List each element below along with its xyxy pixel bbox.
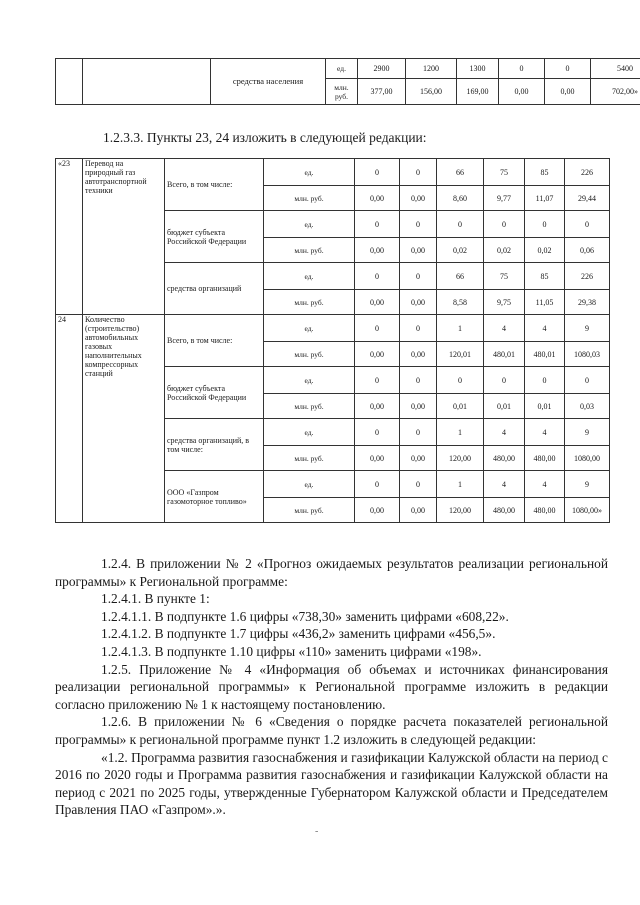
value-cell: 0 — [355, 315, 400, 342]
value-cell: 0,00 — [355, 498, 400, 523]
value-cell: 8,58 — [437, 290, 484, 315]
value-cell: 0,00 — [355, 394, 400, 419]
value-cell: 120,00 — [437, 498, 484, 523]
value-cell: 8,60 — [437, 186, 484, 211]
value-cell: 29,38 — [565, 290, 610, 315]
value-cell: 0,02 — [484, 238, 525, 263]
unit-cell: ед. — [264, 211, 355, 238]
value-cell: 0,02 — [437, 238, 484, 263]
num-cell — [56, 59, 83, 105]
value-cell: 377,00 — [358, 79, 406, 105]
value-cell: 0 — [545, 59, 591, 79]
unit-cell: ед. — [264, 471, 355, 498]
value-cell: 4 — [484, 315, 525, 342]
value-cell: 66 — [437, 159, 484, 186]
value-cell: 480,00 — [525, 498, 565, 523]
value-cell: 9 — [565, 315, 610, 342]
funding-source: ООО «Газпром газомоторное топливо» — [165, 471, 264, 523]
paragraph-1-2-5: 1.2.5. Приложение № 4 «Информация об объемах и источниках финансирования реализации региональной программы» к Региональной программе изложить в редакции согласно приложению № 1 к настоящему постановлению. — [55, 661, 608, 712]
value-cell: 1080,00 — [565, 446, 610, 471]
paragraph-1-2-4-1: 1.2.4.1. В пункте 1: — [101, 591, 210, 607]
funding-source: средства организаций, в том числе: — [165, 419, 264, 471]
value-cell: 480,00 — [484, 446, 525, 471]
table-row — [56, 315, 610, 342]
value-cell: 0,01 — [484, 394, 525, 419]
unit-cell: млн. руб. — [326, 79, 358, 105]
unit-cell: ед. — [326, 59, 358, 79]
value-cell: 702,00» — [591, 79, 640, 105]
value-cell: 1 — [437, 471, 484, 498]
value-cell: 0 — [525, 211, 565, 238]
value-cell: 0,00 — [400, 238, 437, 263]
value-cell: 0,06 — [565, 238, 610, 263]
value-cell: 0,00 — [400, 498, 437, 523]
value-cell: 4 — [484, 471, 525, 498]
unit-cell: млн. руб. — [264, 342, 355, 367]
source-cell: средства населения — [211, 59, 326, 105]
value-cell: 1080,00» — [565, 498, 610, 523]
paragraph-1-2-4-1-1: 1.2.4.1.1. В подпункте 1.6 цифры «738,30» заменить цифрами «608,22». — [101, 608, 509, 624]
value-cell: 0 — [355, 159, 400, 186]
value-cell: 0 — [499, 59, 545, 79]
funding-source: бюджет субъекта Российской Федерации — [165, 367, 264, 419]
unit-cell: млн. руб. — [264, 186, 355, 211]
table-row — [56, 59, 640, 79]
value-cell: 226 — [565, 159, 610, 186]
value-cell: 4 — [525, 315, 565, 342]
value-cell: 0 — [484, 211, 525, 238]
value-cell: 480,00 — [484, 498, 525, 523]
value-cell: 0 — [565, 367, 610, 394]
value-cell: 0 — [355, 419, 400, 446]
unit-cell: млн. руб. — [264, 238, 355, 263]
value-cell: 0,00 — [355, 342, 400, 367]
unit-cell: млн. руб. — [264, 498, 355, 523]
value-cell: 75 — [484, 263, 525, 290]
table-items-23-24 — [55, 158, 610, 523]
value-cell: 9 — [565, 471, 610, 498]
value-cell: 9 — [565, 419, 610, 446]
paragraph-1-2-4: 1.2.4. В приложении № 2 «Прогноз ожидаемых результатов реализации региональной программы» к Региональной программе: — [55, 556, 608, 589]
funding-source: Всего, в том числе: — [165, 315, 264, 367]
value-cell: 0,01 — [525, 394, 565, 419]
value-cell: 4 — [525, 419, 565, 446]
value-cell: 0 — [355, 471, 400, 498]
value-cell: 480,01 — [484, 342, 525, 367]
value-cell: 0 — [400, 419, 437, 446]
value-cell: 0,00 — [545, 79, 591, 105]
unit-cell: ед. — [264, 159, 355, 186]
unit-cell: ед. — [264, 315, 355, 342]
value-cell: 0 — [437, 367, 484, 394]
value-cell: 0,00 — [355, 290, 400, 315]
value-cell: 9,75 — [484, 290, 525, 315]
value-cell: 4 — [525, 471, 565, 498]
value-cell: 0,00 — [355, 186, 400, 211]
value-cell: 0 — [355, 211, 400, 238]
value-cell: 0 — [400, 263, 437, 290]
value-cell: 120,00 — [437, 446, 484, 471]
paragraph-1-2-4-1-3: 1.2.4.1.3. В подпункте 1.10 цифры «110» заменить цифрами «198». — [101, 643, 482, 659]
value-cell: 0 — [400, 315, 437, 342]
value-cell: 0 — [400, 471, 437, 498]
unit-cell: ед. — [264, 367, 355, 394]
funding-source: средства организаций — [165, 263, 264, 315]
unit-cell: млн. руб. — [264, 394, 355, 419]
table-row — [56, 159, 610, 186]
page-footer-mark: - — [315, 826, 319, 837]
value-cell: 480,00 — [525, 446, 565, 471]
value-cell: 29,44 — [565, 186, 610, 211]
value-cell: 0,00 — [400, 446, 437, 471]
value-cell: 0,02 — [525, 238, 565, 263]
value-cell: 4 — [484, 419, 525, 446]
section-heading-1-2-3-3: 1.2.3.3. Пункты 23, 24 изложить в следующей редакции: — [103, 130, 427, 145]
value-cell: 0,00 — [400, 342, 437, 367]
value-cell: 2900 — [358, 59, 406, 79]
value-cell: 169,00 — [457, 79, 499, 105]
value-cell: 0 — [355, 367, 400, 394]
value-cell: 0,00 — [355, 446, 400, 471]
value-cell: 1200 — [406, 59, 457, 79]
item-name: Перевод на природный газ автотранспортной техники — [83, 159, 165, 315]
paragraph-quote-1-2: «1.2. Программа развития газоснабжения и газификации Калужской области на период с 2016 по 2020 годы и Программа развития газоснабжения и газификации Калужской области на период с 2021 по 2025 годы, утвержденные Губернатором Калужской области и Председателем Правления ПАО «Газпром».». — [55, 749, 608, 818]
unit-cell: млн. руб. — [264, 446, 355, 471]
value-cell: 0 — [400, 211, 437, 238]
value-cell: 1 — [437, 419, 484, 446]
unit-cell: ед. — [264, 263, 355, 290]
item-name: Количество (строительство) автомобильных газовых наполнительных компрессорных станций — [83, 315, 165, 523]
value-cell: 0,00 — [400, 290, 437, 315]
value-cell: 9,77 — [484, 186, 525, 211]
item-number: «23 — [56, 159, 83, 315]
value-cell: 480,01 — [525, 342, 565, 367]
value-cell: 85 — [525, 159, 565, 186]
value-cell: 0,00 — [400, 186, 437, 211]
unit-cell: ед. — [264, 419, 355, 446]
value-cell: 0 — [400, 367, 437, 394]
paragraph-1-2-6: 1.2.6. В приложении № 6 «Сведения о порядке расчета показателей региональной программы» к региональной программе пункт 1.2 изложить в следующей редакции: — [55, 714, 608, 747]
paragraph-1-2-4-1-2: 1.2.4.1.2. В подпункте 1.7 цифры «436,2» заменить цифрами «456,5». — [101, 626, 496, 642]
name-cell — [83, 59, 211, 105]
value-cell: 156,00 — [406, 79, 457, 105]
value-cell: 0 — [565, 211, 610, 238]
funding-source: бюджет субъекта Российской Федерации — [165, 211, 264, 263]
value-cell: 0,00 — [355, 238, 400, 263]
value-cell: 85 — [525, 263, 565, 290]
value-cell: 11,07 — [525, 186, 565, 211]
body-text — [55, 555, 608, 819]
value-cell: 0 — [437, 211, 484, 238]
value-cell: 0,00 — [499, 79, 545, 105]
value-cell: 0,00 — [400, 394, 437, 419]
value-cell: 11,05 — [525, 290, 565, 315]
value-cell: 1080,03 — [565, 342, 610, 367]
value-cell: 66 — [437, 263, 484, 290]
value-cell: 0 — [484, 367, 525, 394]
value-cell: 0 — [525, 367, 565, 394]
value-cell: 1 — [437, 315, 484, 342]
funding-source: Всего, в том числе: — [165, 159, 264, 211]
value-cell: 0 — [400, 159, 437, 186]
value-cell: 1300 — [457, 59, 499, 79]
value-cell: 0 — [355, 263, 400, 290]
value-cell: 0,01 — [437, 394, 484, 419]
item-number: 24 — [56, 315, 83, 523]
unit-cell: млн. руб. — [264, 290, 355, 315]
value-cell: 0,03 — [565, 394, 610, 419]
value-cell: 75 — [484, 159, 525, 186]
value-cell: 120,01 — [437, 342, 484, 367]
value-cell: 226 — [565, 263, 610, 290]
table-continued — [55, 58, 640, 105]
value-cell: 5400 — [591, 59, 640, 79]
